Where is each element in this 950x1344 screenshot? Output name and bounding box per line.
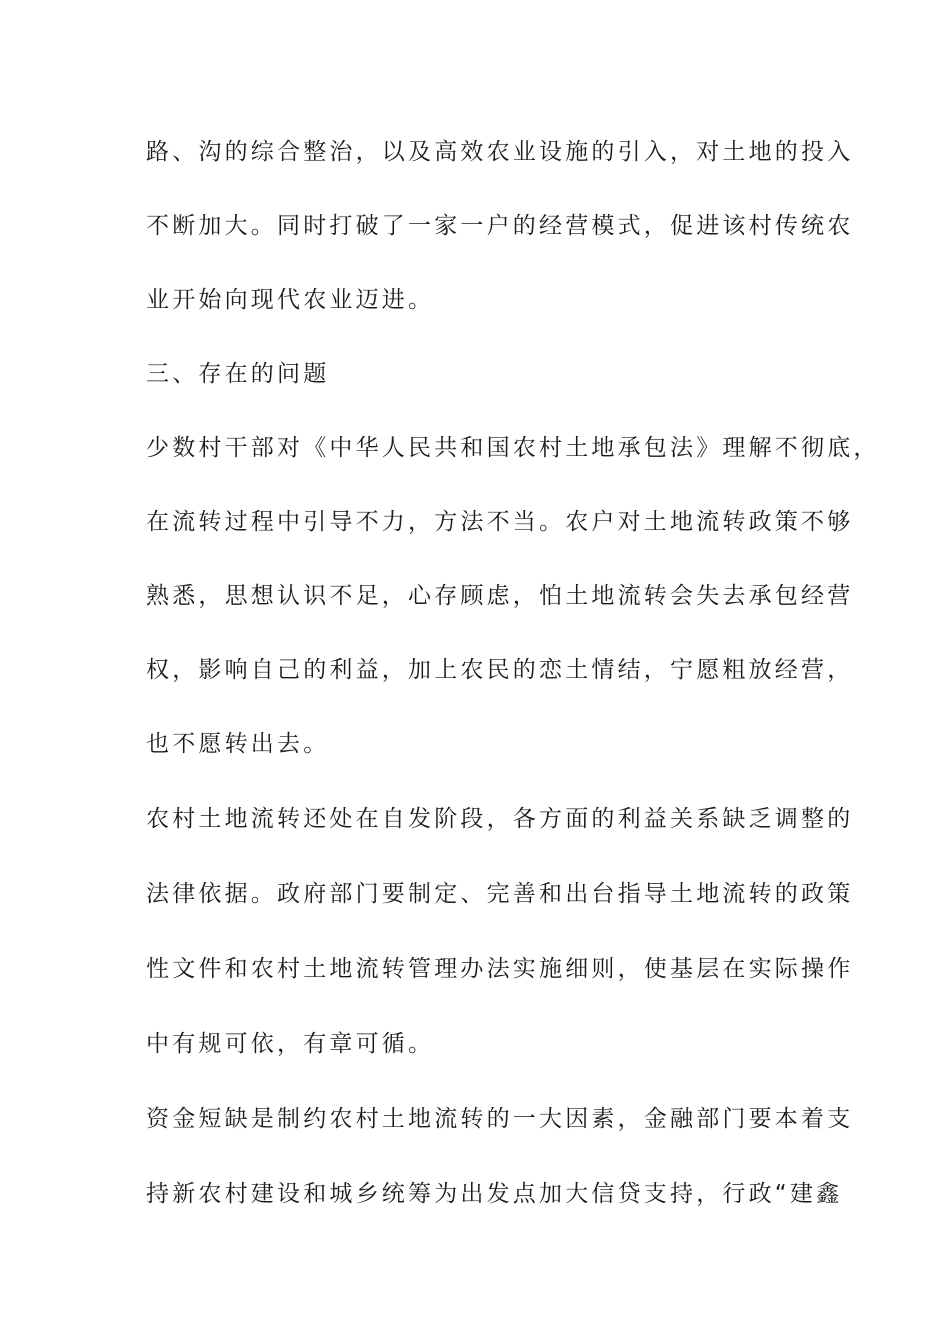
text-line: 法律依据。政府部门要制定、完善和出台指导土地流转的政策 [146,881,854,907]
text-line: 农村土地流转还处在自发阶段，各方面的利益关系缺乏调整的 [146,806,854,832]
text-line: 熟悉，思想认识不足，心存顾虑，怕土地流转会失去承包经营 [146,583,854,609]
text-line: 在流转过程中引导不力，方法不当。农户对土地流转政策不够 [146,509,854,535]
text-line: 资金短缺是制约农村土地流转的一大因素，金融部门要本着支 [146,1106,854,1132]
section-heading: 三、存在的问题 [146,361,330,387]
text-line: 少数村干部对《中华人民共和国农村土地承包法》理解不彻底， [146,435,880,461]
text-line: 业开始向现代农业迈进。 [146,287,435,313]
text-line: 持新农村建设和城乡统筹为出发点加大信贷支持，行政“建鑫 [146,1181,843,1207]
text-line: 性文件和农村土地流转管理办法实施细则，使基层在实际操作 [146,956,854,982]
text-line: 中有规可依，有章可循。 [146,1031,435,1057]
text-line: 权，影响自己的利益，加上农民的恋土情结，宁愿粗放经营， [146,657,854,683]
text-line: 不断加大。同时打破了一家一户的经营模式，促进该村传统农 [146,213,854,239]
text-line: 也不愿转出去。 [146,731,330,757]
text-line: 路、沟的综合整治，以及高效农业设施的引入，对土地的投入 [146,139,854,165]
